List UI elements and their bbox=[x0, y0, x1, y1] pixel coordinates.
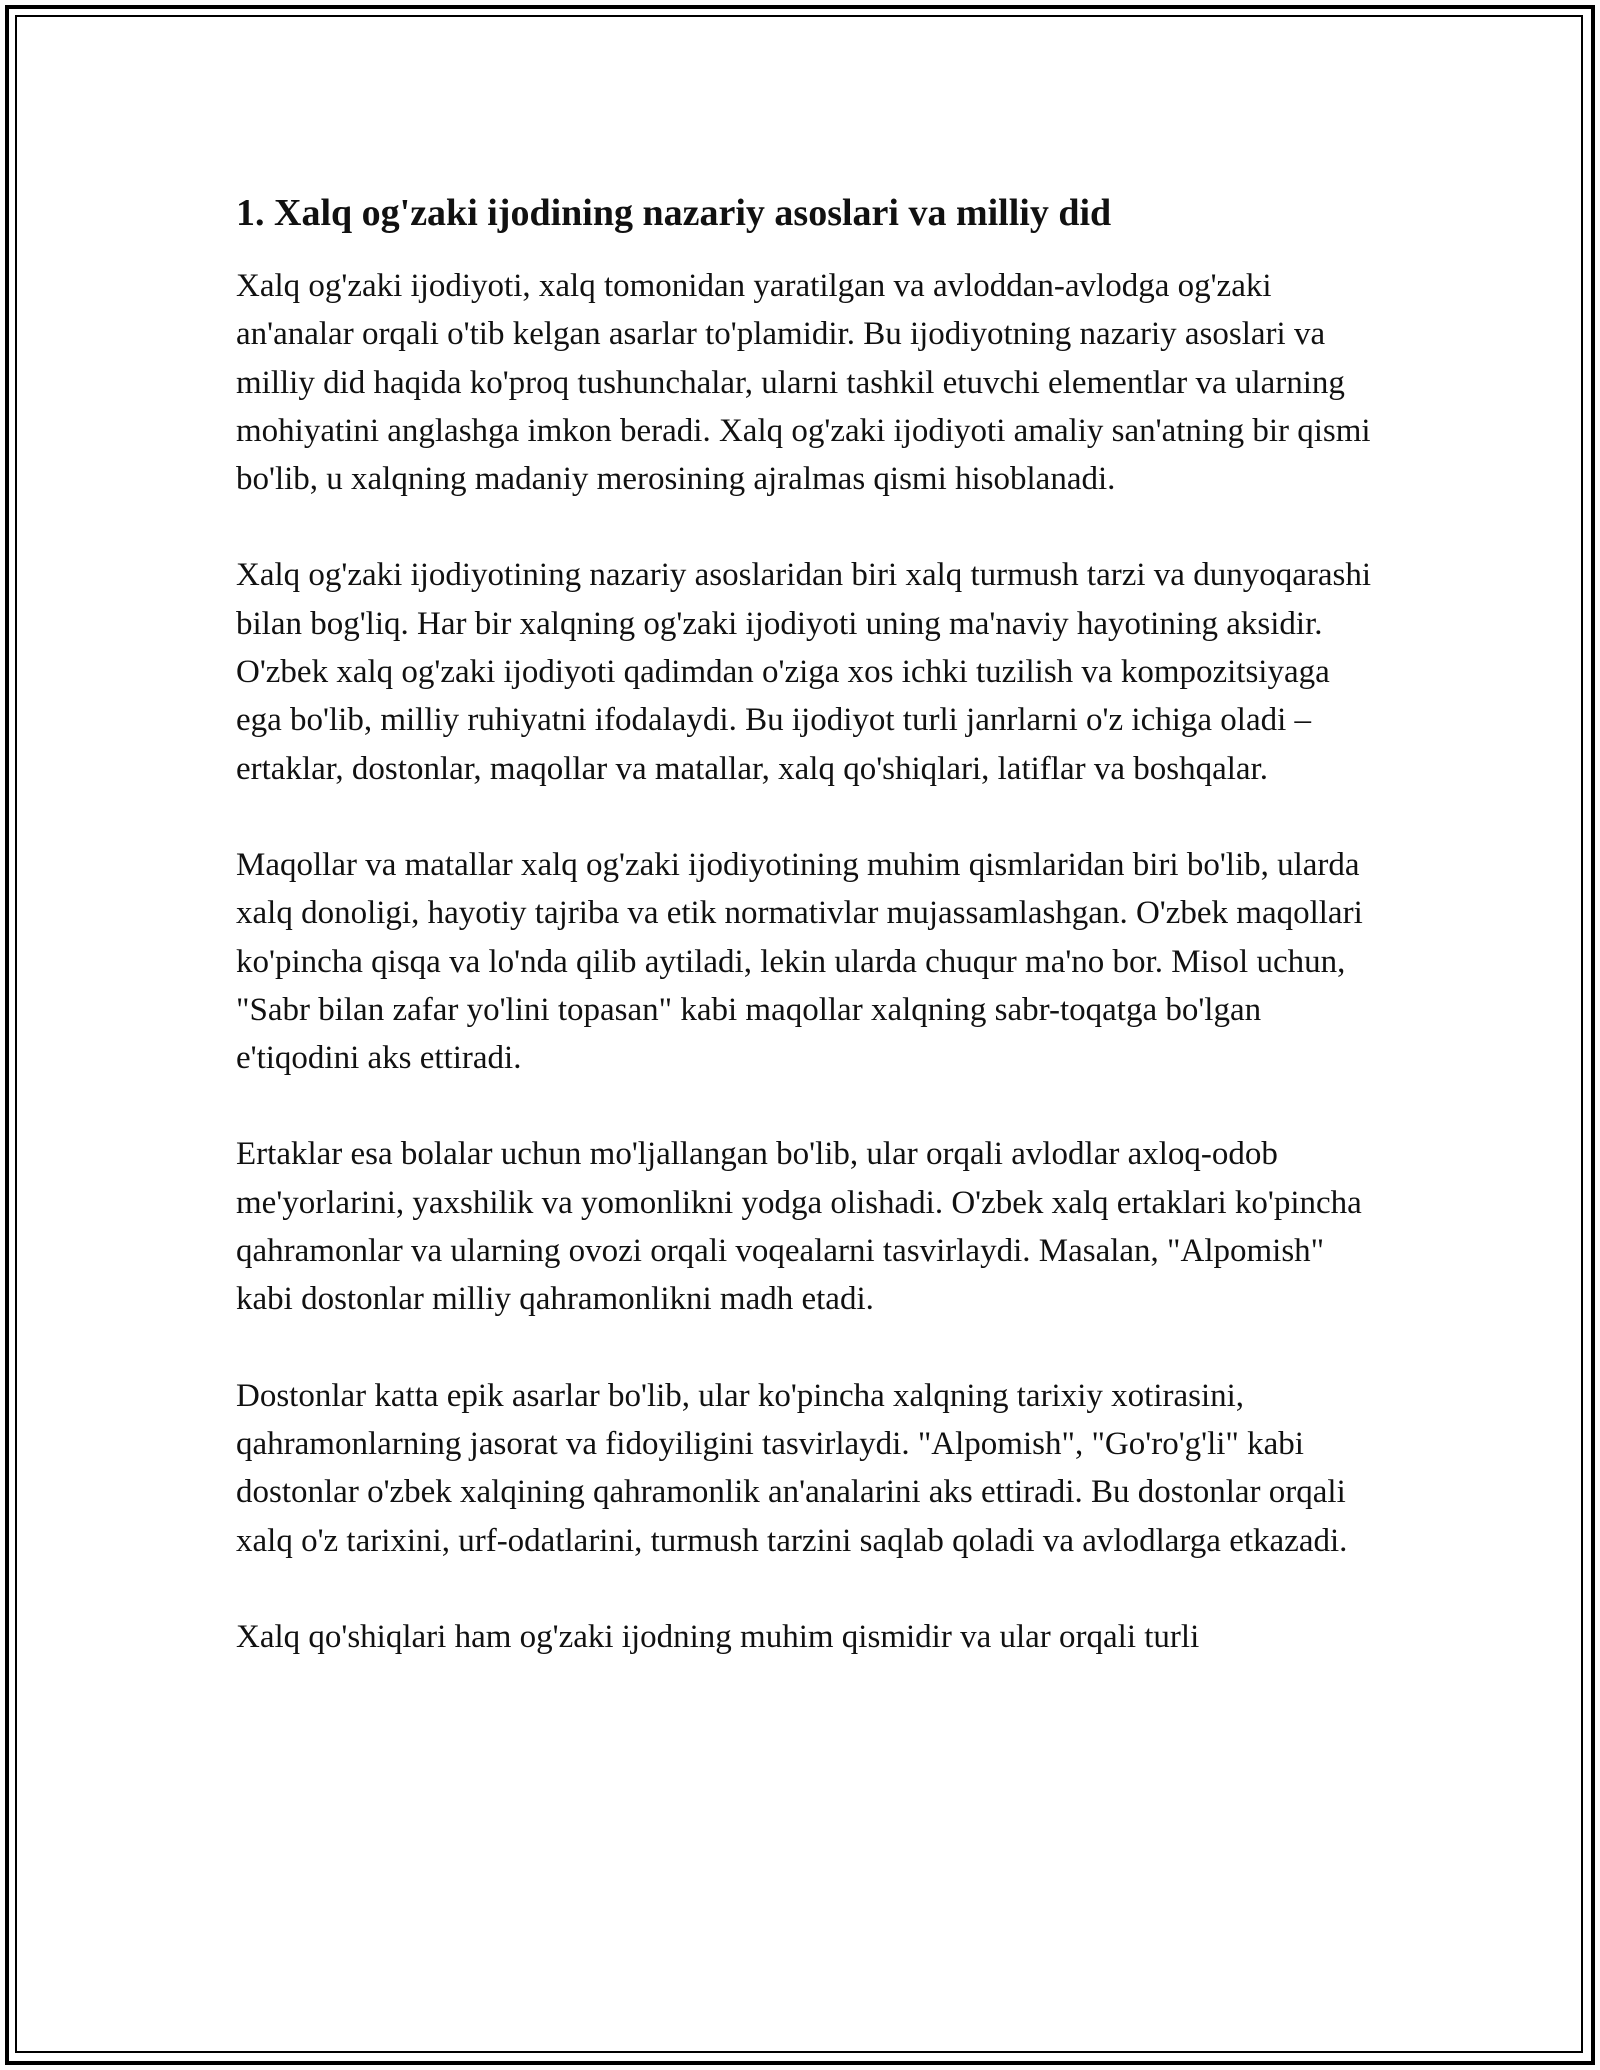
paragraph-1: Xalq og'zaki ijodiyoti, xalq tomonidan yaratilgan va avloddan-avlodga og'zaki an'analar orqali o'tib kelgan asarlar to'plamidir. Bu ijodiyotning nazariy asoslari va milliy did haqida ko'proq tushunchalar, ularni tashkil etuvchi elementlar va ularning mohiyatini anglashga imkon beradi. Xalq og'zaki ijodiyoti amaliy san'atning bir qismi bo'lib, u xalqning madaniy merosining ajralmas qismi hisoblanadi. bbox=[236, 268, 1371, 498]
paragraph-4: Ertaklar esa bolalar uchun mo'ljallangan bo'lib, ular orqali avlodlar axloq-odob me'yorlarini, yaxshilik va yomonlikni yodga olishadi. O'zbek xalq ertaklari ko'pincha qahramonlar va ularning ovozi orqali voqealarni tasvirlaydi. Masalan, "Alpomish" kabi dostonlar milliy qahramonlikni madh etadi. bbox=[236, 1136, 1362, 1318]
paragraph-2: Xalq og'zaki ijodiyotining nazariy asoslaridan biri xalq turmush tarzi va dunyoqarashi bilan bog'liq. Har bir xalqning og'zaki ijodiyoti uning ma'naviy hayotining aksidir. O'zbek xalq og'zaki ijodiyoti qadimdan o'ziga xos ichki tuzilish va kompozitsiyaga ega bo'lib, milliy ruhiyatni ifodalaydi. Bu ijodiyot turli janrlarni o'z ichiga oladi – ertaklar, dostonlar, maqollar va matallar, xalq qo'shiqlari, latiflar va boshqalar. bbox=[236, 557, 1371, 787]
paragraph-5: Dostonlar katta epik asarlar bo'lib, ular ko'pincha xalqning tarixiy xotirasini, qahramonlarning jasorat va fidoyiligini tasvirlaydi. "Alpomish", "Go'ro'g'li" kabi dostonlar o'zbek xalqining qahramonlik an'analarini aks ettiradi. Bu dostonlar orqali xalq o'z tarixini, urf-odatlarini, turmush tarzini saqlab qoladi va avlodlarga etkazadi. bbox=[236, 1377, 1348, 1559]
paragraph-3: Maqollar va matallar xalq og'zaki ijodiyotining muhim qismlaridan biri bo'lib, ularda xalq donoligi, hayotiy tajriba va etik normativlar mujassamlashgan. O'zbek maqollari ko'pincha qisqa va lo'nda qilib aytiladi, lekin ularda chuqur ma'no bor. Misol uchun, "Sabr bilan zafar yo'lini topasan" kabi maqollar xalqning sabr-toqatga bo'lgan e'tiqodini aks ettiradi. bbox=[236, 846, 1363, 1077]
section-heading: 1. Xalq og'zaki ijodining nazariy asoslari va milliy did bbox=[236, 192, 1112, 234]
paragraph-6: Xalq qo'shiqlari ham og'zaki ijodning muhim qismidir va ular orqali turli bbox=[236, 1618, 1200, 1655]
document-body bbox=[236, 186, 1376, 1709]
